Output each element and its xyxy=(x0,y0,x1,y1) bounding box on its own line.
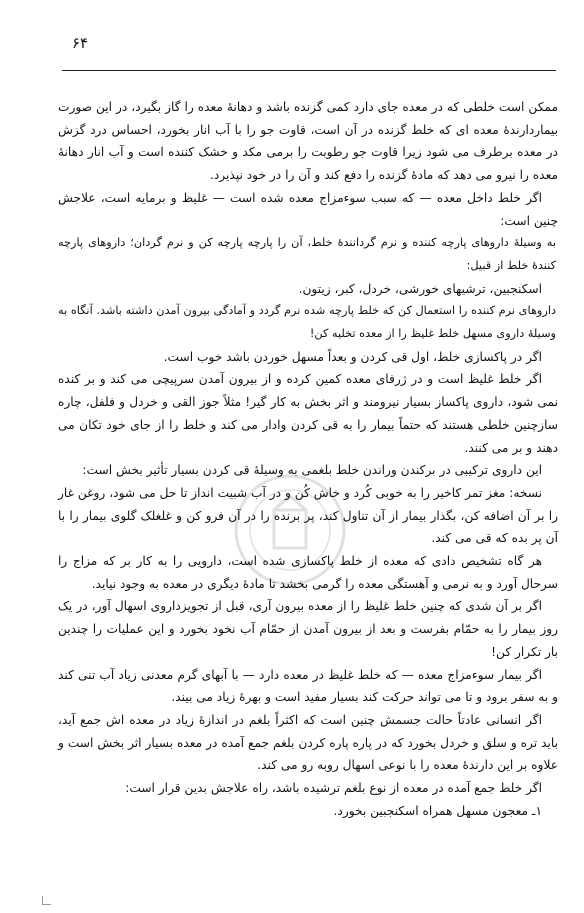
header-rule xyxy=(62,70,556,71)
paragraph: اگر بر آن شدی که چنین خلط غلیظ را از معده بیرون آری، قبل از تجویزداروی اسهال آور، در یک روز بیمار را به حمّام بفرست و بعد از بیرون آمدن از حمّام آب نخود بخورد و این عملیات را چندین بار تکرار کن! xyxy=(58,599,558,659)
paragraph: هر گاه تشخیص دادی که معده از خلط پاکسازی شده است، دارویی را به کار بر که مزاج را سرحال آورد و به نرمی و آهستگی معده را گرمی بخشد تا مادهٔ دیگری در معده به وجود نیاید. xyxy=(58,554,558,591)
paragraph: به وسیلهٔ داروهای پارچه کننده و نرم گردانندهٔ خلط، آن را پارچه پارچه کن و نرم گردان؛ داروهای پارچه کنندهٔ خلط از قبیل: xyxy=(58,236,556,272)
paragraph: ممکن است خلطی که در معده جای دارد کمی گزنده باشد و دهانهٔ معده را گاز بگیرد، در این صورت بیماردارندهٔ معده ای که خلط گزنده در آن است، قاوت جو را با آب انار بخورد، احساس درد گزش در معده برطرف می شود زیرا قاوت جو رطوبت را برمی مکد و خشک کننده است و آب انار دهانهٔ معده را نیرو می دهد که مادهٔ گزنده را دفع کند و آن را در خود نپذیرد. xyxy=(58,100,558,183)
paragraph: اگر خلط داخل معده — که سبب سوءمزاج معده شده است — غلیظ و برمایه است، علاجش چنین است: xyxy=(58,190,558,228)
paragraph: اگر در پاکسازی خلط، اول قی کردن و بعداً مسهل خوردن باشد خوب است. xyxy=(163,349,542,364)
paragraph: داروهای نرم کننده را استعمال کن که خلط پارچه شده نرم گردد و آمادگی بیرون آمدن داشته باشد. آنگاه به وسیلهٔ داروی مسهل خلط غلیظ را از معده تخلیه کن! xyxy=(58,304,556,341)
paragraph: اگر خلط جمع آمده در معده از نوع بلغم ترشیده باشد، راه علاجش بدین قرار است: xyxy=(125,781,542,796)
paragraph: اگر بیمار سوءمزاج معده — که خلط غلیظ در معده دارد — با آبهای گرم معدنی زیاد آب تنی کند و به سفر برود و تا می تواند حرکت کند بسیار مفید است و بهرهٔ زیاد می بیند. xyxy=(58,667,558,705)
paragraph: اگر خلط غلیظ است و در ژرفای معده کمین کرده و از بیرون آمدن سرپیچی می کند و بر کنده نمی شود، داروی پاکساز بسیار نیرومند و اثر بخش به کار گیر! مثلاً جوز القی و خردل و فلفل، چاره سازچنین خلطی هستند که حتماً بیمار را به قی کردن وادار می کند و خلط را از جای خود تکان می دهند و بر می کنند. xyxy=(58,372,558,455)
paragraph: اسکنجبین، ترشیهای خورشی، خردل، کبر، زیتون. xyxy=(298,281,542,296)
paragraph: ۱ـ معجون مسهل همراه اسکنجبین بخورد. xyxy=(333,803,542,818)
paragraph: این داروی ترکیبی در برکندن وراندن خلط بلغمی به وسیلهٔ قی کردن بسیار تأثیر بخش است: xyxy=(82,463,542,478)
page-number: ۶۴ xyxy=(72,34,89,52)
paragraph: نسخه: مغز تمر کاخیر را به خوبی کُرد و خاش کُن و در آب شبیت انداز تا حل می شود، روغن غار را بر آن اضافه کن، بگذار بیمار از آن تناول کند، پر برنده را در آن فرو کن و غلغلک گلوی بیمار را با آن پر بده که قی می کند. xyxy=(58,485,558,546)
paragraph: اگر انسانی عادتاً حالت جسمش چنین است که اکثراً بلغم در اندازهٔ زیاد در معده اش جمع آید، باید تره و سلق و خردل بخورد که در پاره پاره کردن بلغم جمع آمده در معده بسیار اثر بخش است و علاوه بر این دارندهٔ معده را با نوعی اسهال روبه رو می کند. xyxy=(58,712,558,773)
body-text xyxy=(58,96,558,823)
corner-crop-mark xyxy=(42,896,51,905)
